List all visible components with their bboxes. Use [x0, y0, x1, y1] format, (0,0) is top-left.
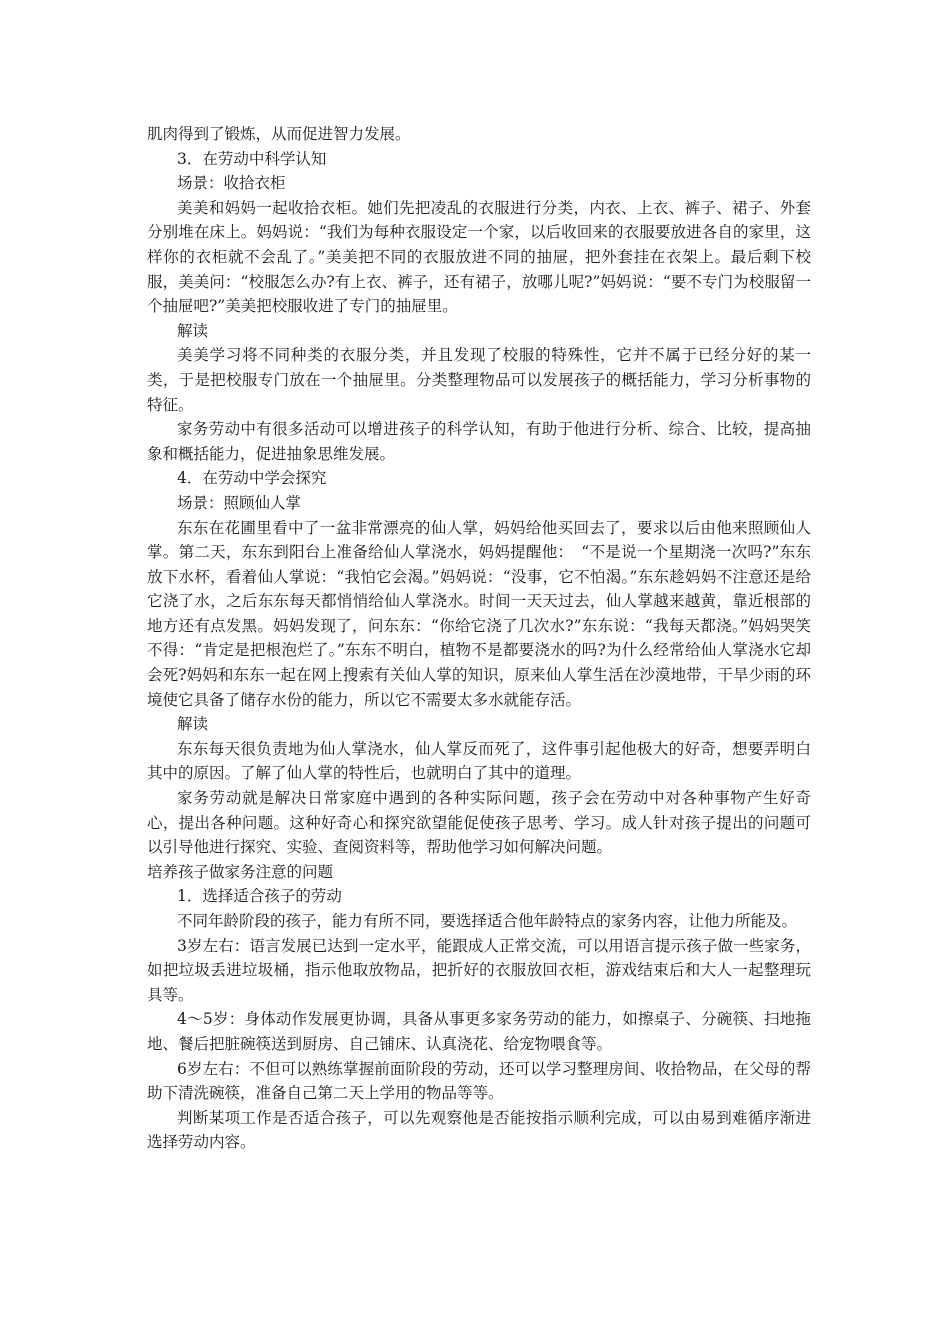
interpretation-label: 解读 — [177, 321, 209, 340]
paragraph: 4～5岁：身体动作发展更协调，具备从事更多家务劳动的能力，如擦桌子、分碗筷、扫地拖地、餐后把脏碗筷送到厨房、自己铺床、认真浇花、给宠物喂食等。 — [147, 1010, 811, 1053]
paragraph: 美美和妈妈一起收拾衣柜。她们先把凌乱的衣服进行分类，内衣、上衣、裤子、裙子、外套分别堆在床上。妈妈说：“我们为每种衣服设定一个家，以后收回来的衣服要放进各自的家里，这样你的衣柜就不会乱了。”美美把不同的衣服放进不同的抽屉，把外套挂在衣架上。最后剩下校服，美美问：“校服怎么办?有上衣、裤子，还有裙子，放哪儿呢?”妈妈说：“要不专门为校服留一个抽屉吧?”美美把校服收进了专门的抽屉里。 — [147, 198, 811, 316]
paragraph: 东东每天很负责地为仙人掌浇水，仙人掌反而死了，这件事引起他极大的好奇，想要弄明白其中的原因。了解了仙人掌的特性后，也就明白了其中的道理。 — [147, 739, 811, 783]
paragraph: 肌肉得到了锻炼，从而促进智力发展。 — [147, 125, 411, 143]
paragraph: 不同年龄阶段的孩子，能力有所不同，要选择适合他年龄特点的家务内容，让他力所能及。 — [177, 912, 798, 930]
paragraph: 家务劳动就是解决日常家庭中遇到的各种实际问题，孩子会在劳动中对各种事物产生好奇心，提出各种问题。这种好奇心和探究欲望能促使孩子思考、学习。成人针对孩子提出的问题可以引导他进行探究、实验、查阅资料等，帮助他学习如何解决问题。 — [147, 789, 811, 857]
paragraph: 东东在花圃里看中了一盆非常漂亮的仙人掌，妈妈给他买回去了，要求以后由他来照顾仙人掌。第二天，东东到阳台上准备给仙人掌浇水，妈妈提醒他： “不是说一个星期浇一次吗?”东东放下水杯，看着仙人掌说：“我怕它会渴。”妈妈说：“没事，它不怕渴。”东东趁妈妈不注意还是给它浇了水，之后东东每天都悄悄给仙人掌浇水。时间一天天过去，仙人掌越来越黄，靠近根部的地方还有点发黑。妈妈发现了，问东东：“你给它浇了几次水?”东东说：“我每天都浇。”妈妈哭笑不得：“肯定是把根泡烂了。”东东不明白，植物不是都要浇水的吗?为什么经常给仙人掌浇水它却会死?妈妈和东东一起在网上搜索有关仙人掌的知识，原来仙人掌生活在沙漠地带，干旱少雨的环境使它具备了储存水份的能力，所以它不需要太多水就能存活。 — [147, 518, 811, 709]
paragraph: 3岁左右：语言发展已达到一定水平，能跟成人正常交流，可以用语言提示孩子做一些家务，如把垃圾丢进垃圾桶，指示他取放物品，把折好的衣服放回衣柜，游戏结束后和大人一起整理玩具等。 — [147, 936, 811, 1004]
paragraph: 判断某项工作是否适合孩子，可以先观察他是否能按指示顺利完成，可以由易到难循序渐进选择劳动内容。 — [147, 1108, 811, 1152]
section-heading: 4．在劳动中学会探究 — [177, 469, 327, 488]
section-heading: 1．选择适合孩子的劳动 — [177, 887, 342, 906]
paragraph: 美美学习将不同种类的衣服分类，并且发现了校服的特殊性，它并不属于已经分好的某一类，于是把校服专门放在一个抽屉里。分类整理物品可以发展孩子的概括能力，学习分析事物的特征。 — [147, 346, 811, 414]
chapter-heading: 培养孩子做家务注意的问题 — [147, 862, 334, 881]
section-heading: 3．在劳动中科学认知 — [177, 149, 327, 168]
interpretation-label: 解读 — [177, 715, 209, 734]
document-body — [147, 122, 811, 1155]
scene-label: 场景：收拾衣柜 — [177, 174, 286, 193]
paragraph: 6岁左右：不但可以熟练掌握前面阶段的劳动，还可以学习整理房间、收拾物品，在父母的帮助下清洗碗筷，准备自己第二天上学用的物品等等。 — [147, 1059, 811, 1103]
paragraph: 家务劳动中有很多活动可以增进孩子的科学认知，有助于他进行分析、综合、比较，提高抽象和概括能力，促进抽象思维发展。 — [147, 420, 811, 463]
scene-label: 场景：照顾仙人掌 — [177, 493, 302, 512]
